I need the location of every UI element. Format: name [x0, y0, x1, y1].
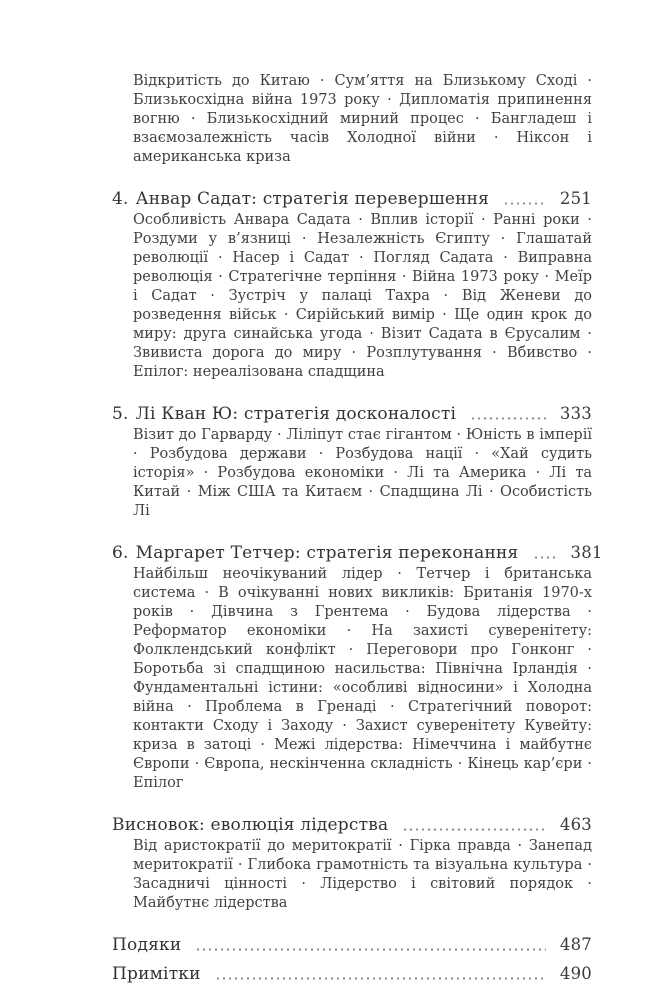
dotted-leader: [215, 977, 546, 980]
chapter-title: Маргарет Тетчер: стратегія переконання: [135, 543, 519, 563]
dotted-leader: [195, 948, 545, 951]
chapter-page-number: 463: [559, 815, 592, 834]
chapter-number: 5.: [112, 404, 129, 424]
chapter-page-number: 333: [559, 404, 592, 423]
toc-entry-heading: [112, 543, 603, 563]
toc-entry-heading: [112, 404, 592, 424]
dotted-leader: [503, 202, 546, 205]
chapter-topics: Візит до Гарварду · Ліліпут стає гігантом · Юність в імперії · Розбудова держави · Розбудова нації · «Хай судить історія» · Розбудова економіки · Лі та Америка · Лі та Китай · Між США та Китаєм · Спадщина Лі · Особистість Лі: [133, 427, 592, 519]
chapter-page-number: 251: [559, 189, 592, 208]
toc-entry-chapter-5: [112, 404, 592, 521]
toc-entry-notes: [112, 964, 592, 984]
toc-entry-heading: [112, 815, 592, 835]
section-page-number: 487: [559, 935, 592, 954]
chapter-3-continuation-topics: Відкритість до Китаю · Сум’яття на Близькому Сході · Близькосхідна війна 1973 року · Дипломатія припинення вогню · Близькосхідний мирний процес · Бангладеш і взаємозалежність часів Холодної війни · Ніксон і американська криза: [133, 73, 592, 165]
chapter-title: Висновок: еволюція лідерства: [112, 815, 389, 835]
chapter-topics: Особливість Анвара Садата · Вплив історії · Ранні роки · Роздуми у в’язниці · Незалежність Єгипту · Глашатай революції · Насер і Садат · Погляд Садата · Виправна революція · Стратегічне терпіння · Війна 1973 року · Меїр і Садат · Зустріч у палаці Тахра · Від Женеви до розведення військ · Сирійський вимір · Ще один крок до миру: друга синайська угода · Візит Садата в Єрусалим · Звивиста дорога до миру · Розплутування · Вбивство · Епілог: нереалізована спадщина: [133, 212, 592, 380]
dotted-leader: [533, 556, 557, 559]
dotted-leader: [470, 417, 546, 420]
toc-entry-acknowledgments: [112, 935, 592, 955]
dotted-leader: [402, 828, 546, 831]
chapter-topics: Найбільш неочікуваний лідер · Тетчер і британська система · В очікуванні нових викликів: Британія 1970-х років · Дівчина з Грентема · Будова лідерства · Реформатор економіки · На захисті суверенітету: Фолклендський конфлікт · Переговори про Гонконг · Боротьба зі спадщиною насильства: Північна Ірландія · Фундаментальні істини: «особливі відносини» і Холодна війна · Проблема в Гренаді · Стратегічний поворот: контакти Сходу і Заходу · Захист суверенітету Кувейту: криза в затоці · Межі лідерства: Німеччина і майбутнє Європи · Європа, нескінченна складність · Кінець кар’єри · Епілог: [133, 566, 592, 791]
chapter-topics: Від аристократії до меритократії · Гірка правда · Занепад меритократії · Глибока грамотність та візуальна культура · Засадничі цінності · Лідерство і світовий порядок · Майбутнє лідерства: [133, 838, 592, 911]
toc-entry-chapter-6: [112, 543, 603, 793]
toc-entry-chapter-4: [112, 189, 592, 382]
toc-entry-heading: [112, 189, 592, 209]
toc-entry-conclusion: [112, 815, 592, 913]
chapter-page-number: 381: [570, 543, 603, 562]
chapter-title: Анвар Садат: стратегія перевершення: [135, 189, 490, 209]
chapter-number: 6.: [112, 543, 129, 563]
back-matter-section: [112, 935, 592, 984]
chapter-number: 4.: [112, 189, 129, 209]
section-page-number: 490: [559, 964, 592, 983]
section-title: Подяки: [112, 935, 182, 955]
chapter-title: Лі Кван Ю: стратегія досконалості: [135, 404, 457, 424]
section-title: Примітки: [112, 964, 201, 984]
